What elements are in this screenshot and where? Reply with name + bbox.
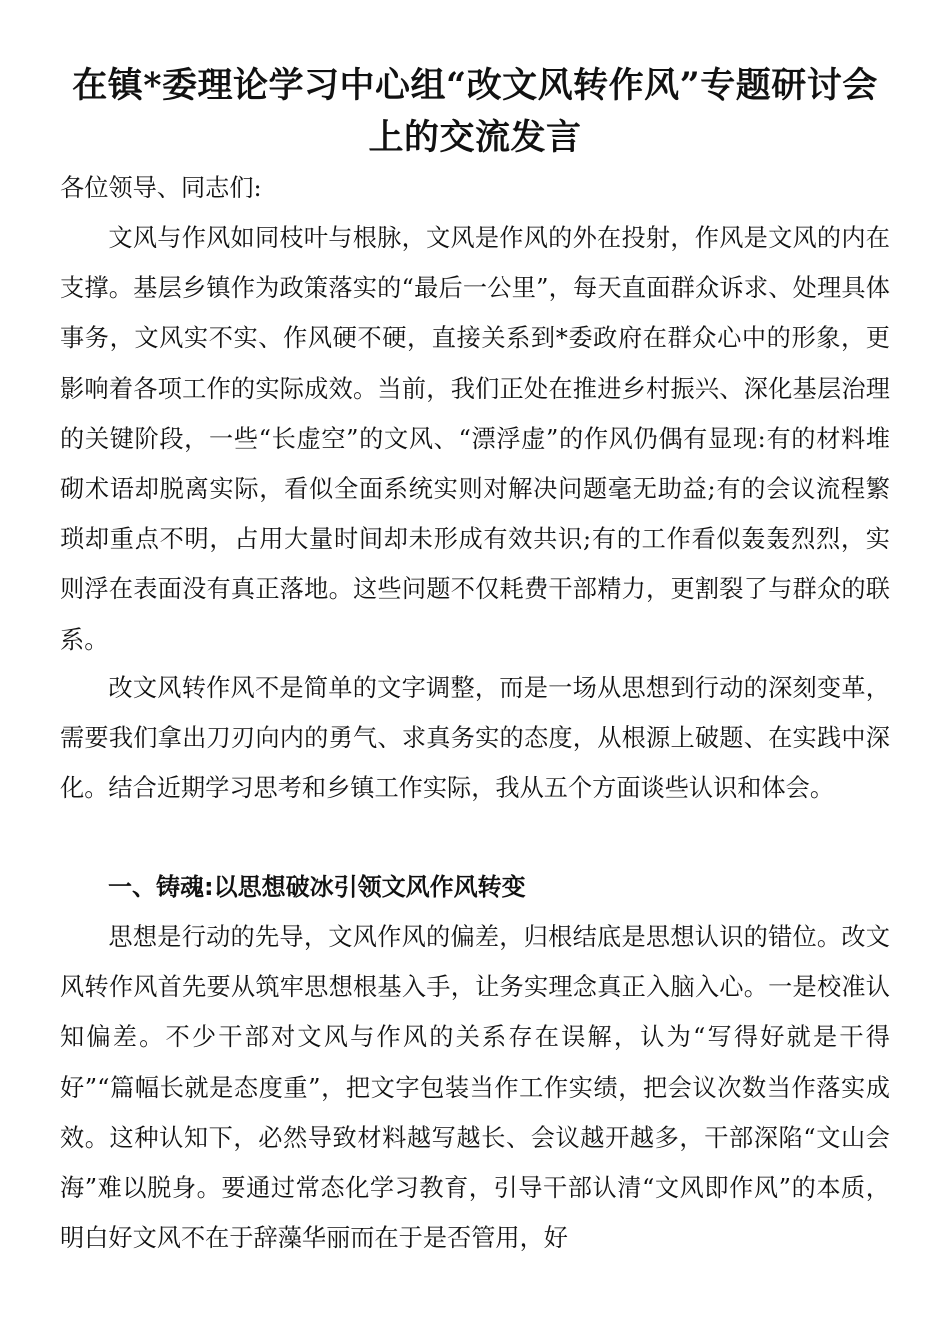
- body-paragraph-2: 改文风转作风不是简单的文字调整，而是一场从思想到行动的深刻变革，需要我们拿出刀刃向内的勇气、求真务实的态度，从根源上破题、在实践中深化。结合近期学习思考和乡镇工作实际，我从五个方面谈些认识和体会。: [60, 674, 890, 803]
- section-paragraph: 思想是行动的先导，文风作风的偏差，归根结底是思想认识的错位。改文风转作风首先要从筑牢思想根基入手，让务实理念真正入脑入心。一是校准认知偏差。不少干部对文风与作风的关系存在误解，认为“写得好就是干得好”“篇幅长就是态度重”，把文字包装当作工作实绩，把会议次数当作落实成效。这种认知下，必然导致材料越写越长、会议越开越多，干部深陷“文山会海”难以脱身。要通过常态化学习教育，引导干部认清“文风即作风”的本质，明白好文风不在于辞藻华丽而在于是否管用，好: [60, 923, 890, 1253]
- document-title-line-2: 上的交流发言: [368, 117, 582, 158]
- document-title-line-1: 在镇*委理论学习中心组“改文风转作风”专题研讨会: [72, 65, 878, 106]
- body-paragraph-1: 文风与作风如同枝叶与根脉，文风是作风的外在投射，作风是文风的内在支撑。基层乡镇作为政策落实的“最后一公里”，每天直面群众诉求、处理具体事务，文风实不实、作风硬不硬，直接关系到*委政府在群众心中的形象，更影响着各项工作的实际成效。当前，我们正处在推进乡村振兴、深化基层治理的关键阶段，一些“长虚空”的文风、“漂浮虚”的作风仍偶有显现:有的材料堆砌术语却脱离实际，看似全面系统实则对解决问题毫无助益;有的会议流程繁琐却重点不明，占用大量时间却未形成有效共识;有的工作看似轰轰烈烈，实则浮在表面没有真正落地。这些问题不仅耗费干部精力，更割裂了与群众的联系。: [60, 224, 890, 654]
- section-heading: 一、铸魂:以思想破冰引领文风作风转变: [108, 873, 526, 901]
- salutation: 各位领导、同志们:: [60, 174, 262, 202]
